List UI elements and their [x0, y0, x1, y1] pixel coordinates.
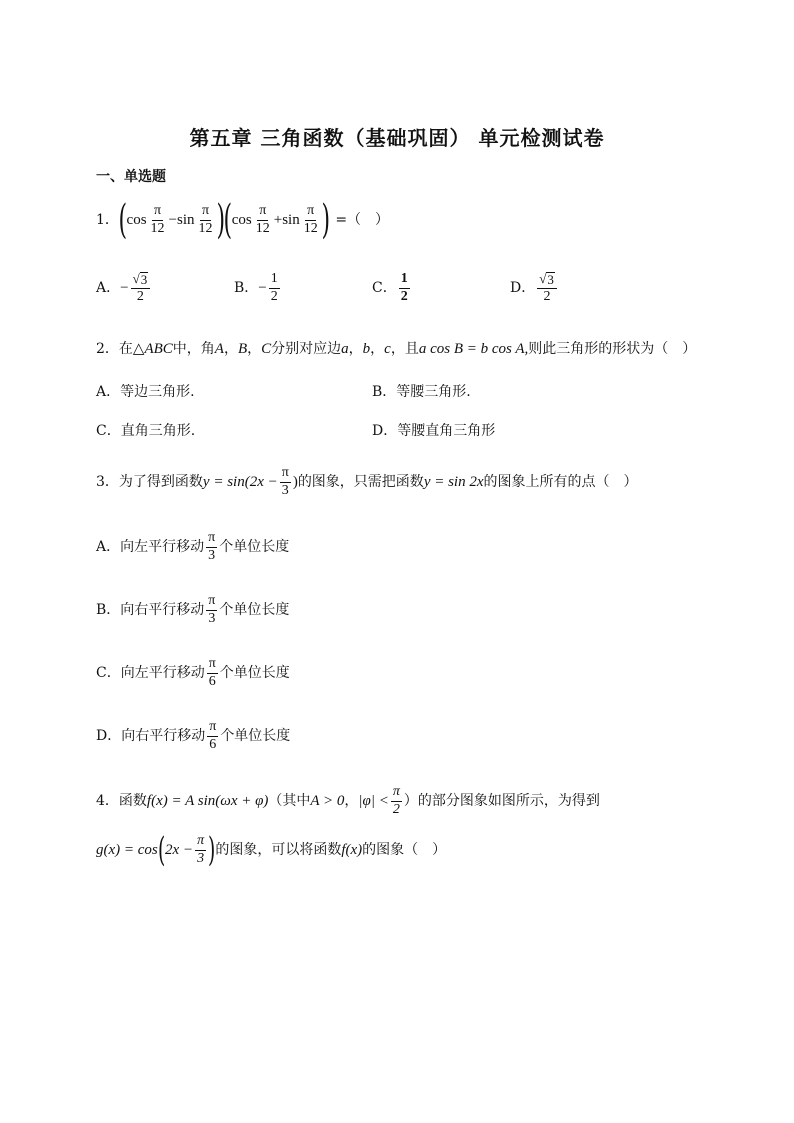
question-text: 分别对应边 [271, 341, 342, 357]
question-text: 为了得到函数 [118, 474, 203, 491]
comma: ， [247, 341, 262, 357]
fraction [197, 204, 215, 236]
page-title: 第五章 三角函数（基础巩固） 单元检测试卷 [189, 126, 605, 150]
denominator: 12 [198, 220, 213, 236]
sin-label: sin [282, 212, 300, 228]
option-d[interactable]: D．等腰直角三角形 [372, 423, 496, 439]
denominator: 12 [303, 220, 318, 236]
right-paren: ) [321, 197, 330, 243]
numerator: π [206, 594, 217, 611]
option-c[interactable] [96, 657, 290, 689]
question-number: 4． [96, 793, 119, 810]
option-text: 个单位长度 [219, 602, 290, 619]
paren: ) [292, 474, 298, 491]
fraction [391, 785, 402, 817]
question-number: 1． [96, 212, 119, 228]
question-4 [96, 785, 600, 817]
triangle-abc: △ABC [132, 341, 173, 357]
denominator: 2 [136, 288, 144, 304]
question-1 [96, 197, 390, 243]
cos-label: cos [126, 212, 147, 228]
question-text: 则此三角形的形状为（ ） [528, 341, 697, 357]
minus-sign: − [258, 280, 267, 297]
fraction [195, 834, 206, 866]
angle-b: B [237, 341, 248, 357]
left-paren: ( [223, 197, 233, 243]
denominator: 12 [255, 220, 270, 236]
cos-label: cos [231, 212, 252, 228]
option-text: 个单位长度 [219, 539, 290, 556]
angle-c: C [261, 341, 272, 357]
option-b[interactable] [96, 594, 289, 626]
minus-sign: − [120, 280, 129, 297]
denominator: 3 [208, 547, 216, 563]
option-label: C． [372, 280, 397, 297]
numerator: 1 [399, 272, 410, 289]
left-paren: ( [157, 830, 166, 870]
sin-label: sin [177, 212, 195, 228]
question-4-line-2 [96, 830, 447, 870]
denominator: 2 [270, 288, 278, 304]
radicand: 3 [140, 272, 148, 287]
numerator [131, 272, 151, 289]
numerator: π [391, 785, 402, 802]
comma: ， [223, 341, 238, 357]
fraction [399, 272, 410, 304]
numerator: π [207, 657, 218, 674]
denominator: 2 [392, 801, 400, 817]
condition-phi: |φ| < [358, 793, 389, 810]
right-paren: ) [216, 197, 225, 243]
option-a[interactable]: A．等边三角形. [96, 384, 195, 400]
denominator: 6 [209, 736, 217, 752]
question-text: 的图象，只需把函数 [297, 474, 424, 491]
denominator: 12 [150, 220, 165, 236]
fraction [206, 531, 217, 563]
numerator: π [207, 720, 218, 737]
function-expression: g(x) = cos [96, 842, 158, 858]
question-number: 3． [96, 474, 119, 491]
fraction [131, 272, 151, 304]
fraction [302, 204, 320, 236]
denominator: 3 [281, 482, 289, 498]
question-text: 中，角 [172, 341, 215, 357]
numerator: 1 [269, 272, 280, 289]
condition-a: A > 0 [310, 793, 345, 810]
fraction [254, 204, 272, 236]
numerator: π [200, 204, 211, 221]
question-text: 函数 [118, 793, 147, 810]
function-expression: 2x − [165, 842, 194, 858]
section-heading: 一、单选题 [96, 169, 166, 185]
option-text: C．向左平行移动 [96, 665, 205, 682]
answer-blank: =（ ） [335, 212, 390, 228]
question-2 [96, 339, 696, 359]
option-b[interactable]: B．等腰三角形. [372, 384, 471, 400]
denominator: 2 [543, 288, 551, 304]
option-c[interactable]: C．直角三角形. [96, 423, 196, 439]
comma: ， [370, 341, 385, 357]
side-b: b [362, 341, 371, 357]
option-text: 个单位长度 [220, 728, 291, 745]
comma: ， [348, 341, 363, 357]
fraction [269, 272, 280, 304]
option-text: D．向右平行移动 [96, 728, 206, 745]
numerator: π [305, 204, 316, 221]
numerator: π [257, 204, 268, 221]
fraction [537, 272, 557, 304]
option-b[interactable] [234, 272, 282, 304]
option-text: A．向左平行移动 [96, 539, 205, 556]
denominator: 6 [208, 673, 216, 689]
option-text: B．向右平行移动 [96, 602, 205, 619]
numerator: π [206, 531, 217, 548]
denominator: 2 [400, 288, 408, 304]
question-text: ）的部分图象如图所示，为得到 [403, 793, 600, 810]
minus-sign: − [168, 212, 177, 228]
question-text: 在 [118, 341, 133, 357]
function-expression: f(x) [341, 842, 363, 858]
sqrt-icon: √ [539, 271, 547, 286]
numerator: π [195, 834, 206, 851]
option-c[interactable] [372, 272, 412, 304]
left-paren: ( [118, 197, 128, 243]
question-number: 2． [96, 341, 119, 357]
question-3 [96, 466, 638, 498]
numerator [537, 272, 557, 289]
question-text: ， [344, 793, 359, 810]
fraction [207, 657, 218, 689]
option-d[interactable] [96, 720, 290, 752]
sqrt-icon: √ [132, 271, 140, 286]
option-a[interactable] [96, 272, 152, 304]
function-expression: f(x) = A sin(ωx + φ) [146, 793, 269, 810]
fraction [206, 594, 217, 626]
radicand: 3 [547, 272, 554, 287]
function-expression: y = sin 2x [423, 474, 484, 491]
option-label: A． [96, 280, 121, 297]
side-a: a [341, 341, 349, 357]
equation: a cos B = b cos A, [418, 341, 529, 357]
option-a[interactable] [96, 531, 289, 563]
fraction [207, 720, 218, 752]
plus-sign: + [273, 212, 283, 228]
numerator: π [152, 204, 163, 221]
option-label: D． [510, 280, 536, 297]
angle-a: A [214, 341, 224, 357]
option-label: B． [234, 280, 259, 297]
numerator: π [280, 466, 291, 483]
option-text: 个单位长度 [219, 665, 290, 682]
question-text: 的图象上所有的点（ ） [483, 474, 638, 491]
question-text: （其中 [268, 793, 311, 810]
function-expression: y = sin(2x − [202, 474, 278, 491]
question-text: ，且 [390, 341, 419, 357]
denominator: 3 [197, 850, 205, 866]
side-c: c [384, 341, 391, 357]
fraction [149, 204, 167, 236]
fraction [280, 466, 291, 498]
question-text: 的图象（ ） [362, 842, 447, 858]
denominator: 3 [208, 610, 216, 626]
question-text: 的图象，可以将函数 [215, 842, 342, 858]
option-d[interactable] [510, 272, 559, 304]
right-paren: ) [208, 830, 216, 870]
